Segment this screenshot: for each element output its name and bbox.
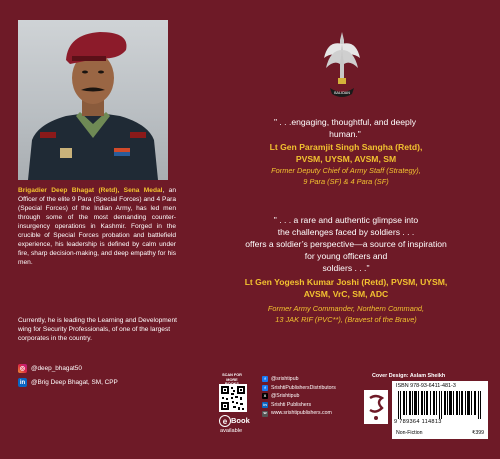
linkedin-handle[interactable]: in @Brig Deep Bhagat, SM, CPP [19,378,118,386]
ebook-available-badge: e Book available [220,416,250,434]
isbn-barcode [392,381,488,439]
ebook-icon: e [219,415,231,427]
isbn-number: ISBN 978-93-6411-481-3 [396,383,456,389]
link-linkedin[interactable]: in Srishti Publishers [263,401,312,408]
link-x[interactable]: X @Srishtipub [263,393,300,400]
x-icon: X [263,393,267,399]
author-name: Brigadier Deep Bhagat (Retd), Sena Medal [18,187,163,194]
book-category: Non-Fiction [396,430,423,436]
quote-1-role: Former Deputy Chief of Army Staff (Strategy), 9 Para (SF) & 4 Para (SF) [271,166,421,186]
qr-label: SCAN FOR MORE [222,373,242,382]
quote-2-author: Lt Gen Yogesh Kumar Joshi (Retd), PVSM, UYSM, AVSM, VrC, SM, ADC [244,277,448,299]
quote-2-text: " . . . a rare and authentic glimpse into the challenges faced by soldiers . . . offers a soldier’s perspective—a source of inspiration for young officers and soldiers . . ." [245,215,447,273]
instagram-icon: ◎ [19,365,26,372]
author-bio [18,186,176,267]
cover-design-credit: Cover Design: Aslam Sheikh [372,373,446,379]
book-price: ₹399 [472,430,484,436]
instagram-handle[interactable]: ◎ @deep_bhagat50 [19,364,82,372]
emblem-motto: BALIDAN [334,91,350,95]
linkedin-icon: in [263,401,267,407]
facebook-icon: f [262,376,268,382]
para-sf-emblem-icon [322,30,362,106]
facebook-icon: f [262,385,268,391]
globe-icon: w [263,410,267,416]
qr-code-icon[interactable] [219,384,247,412]
quote-1-author: Lt Gen Paramjit Singh Sangha (Retd), PVSM, UYSM, AVSM, SM [269,142,423,164]
quote-1-text: " . . .engaging, thoughtful, and deeply human." [273,117,417,139]
author-photo [18,20,168,180]
link-website[interactable]: w www.srishtipublishers.com [263,410,332,417]
barcode-digits: 9 789364 114813 [394,419,442,425]
link-facebook-distributors[interactable]: f SrishtiPublishersDistributors [262,384,336,393]
author-current-role: Currently, he is leading the Learning and Development wing for Security Professionals, of one of the largest corporates in the country. [18,317,177,342]
barcode-icon [396,391,484,419]
linkedin-icon: in [19,379,26,386]
publisher-links [262,375,336,418]
quote-2-role: Former Army Commander, Northern Command, 13 JAK RIF (PVC**), (Bravest of the Brave) [267,304,425,324]
publisher-logo-icon [362,384,390,428]
author-bio-text: , an Officer of the elite 9 Para (Special Forces) and 4 Para (Special Forces) of the Indian Army, has led men through some of the most demanding counter-insurgency operations in Kashmir. Forged in the crucible of Special Forces probation and battlefield experience, his leadership is defined by calm under fire, sharp decision-making, and deep empathy for his men. [18,187,176,266]
link-facebook-pub[interactable]: f @srishtipub [262,375,336,384]
